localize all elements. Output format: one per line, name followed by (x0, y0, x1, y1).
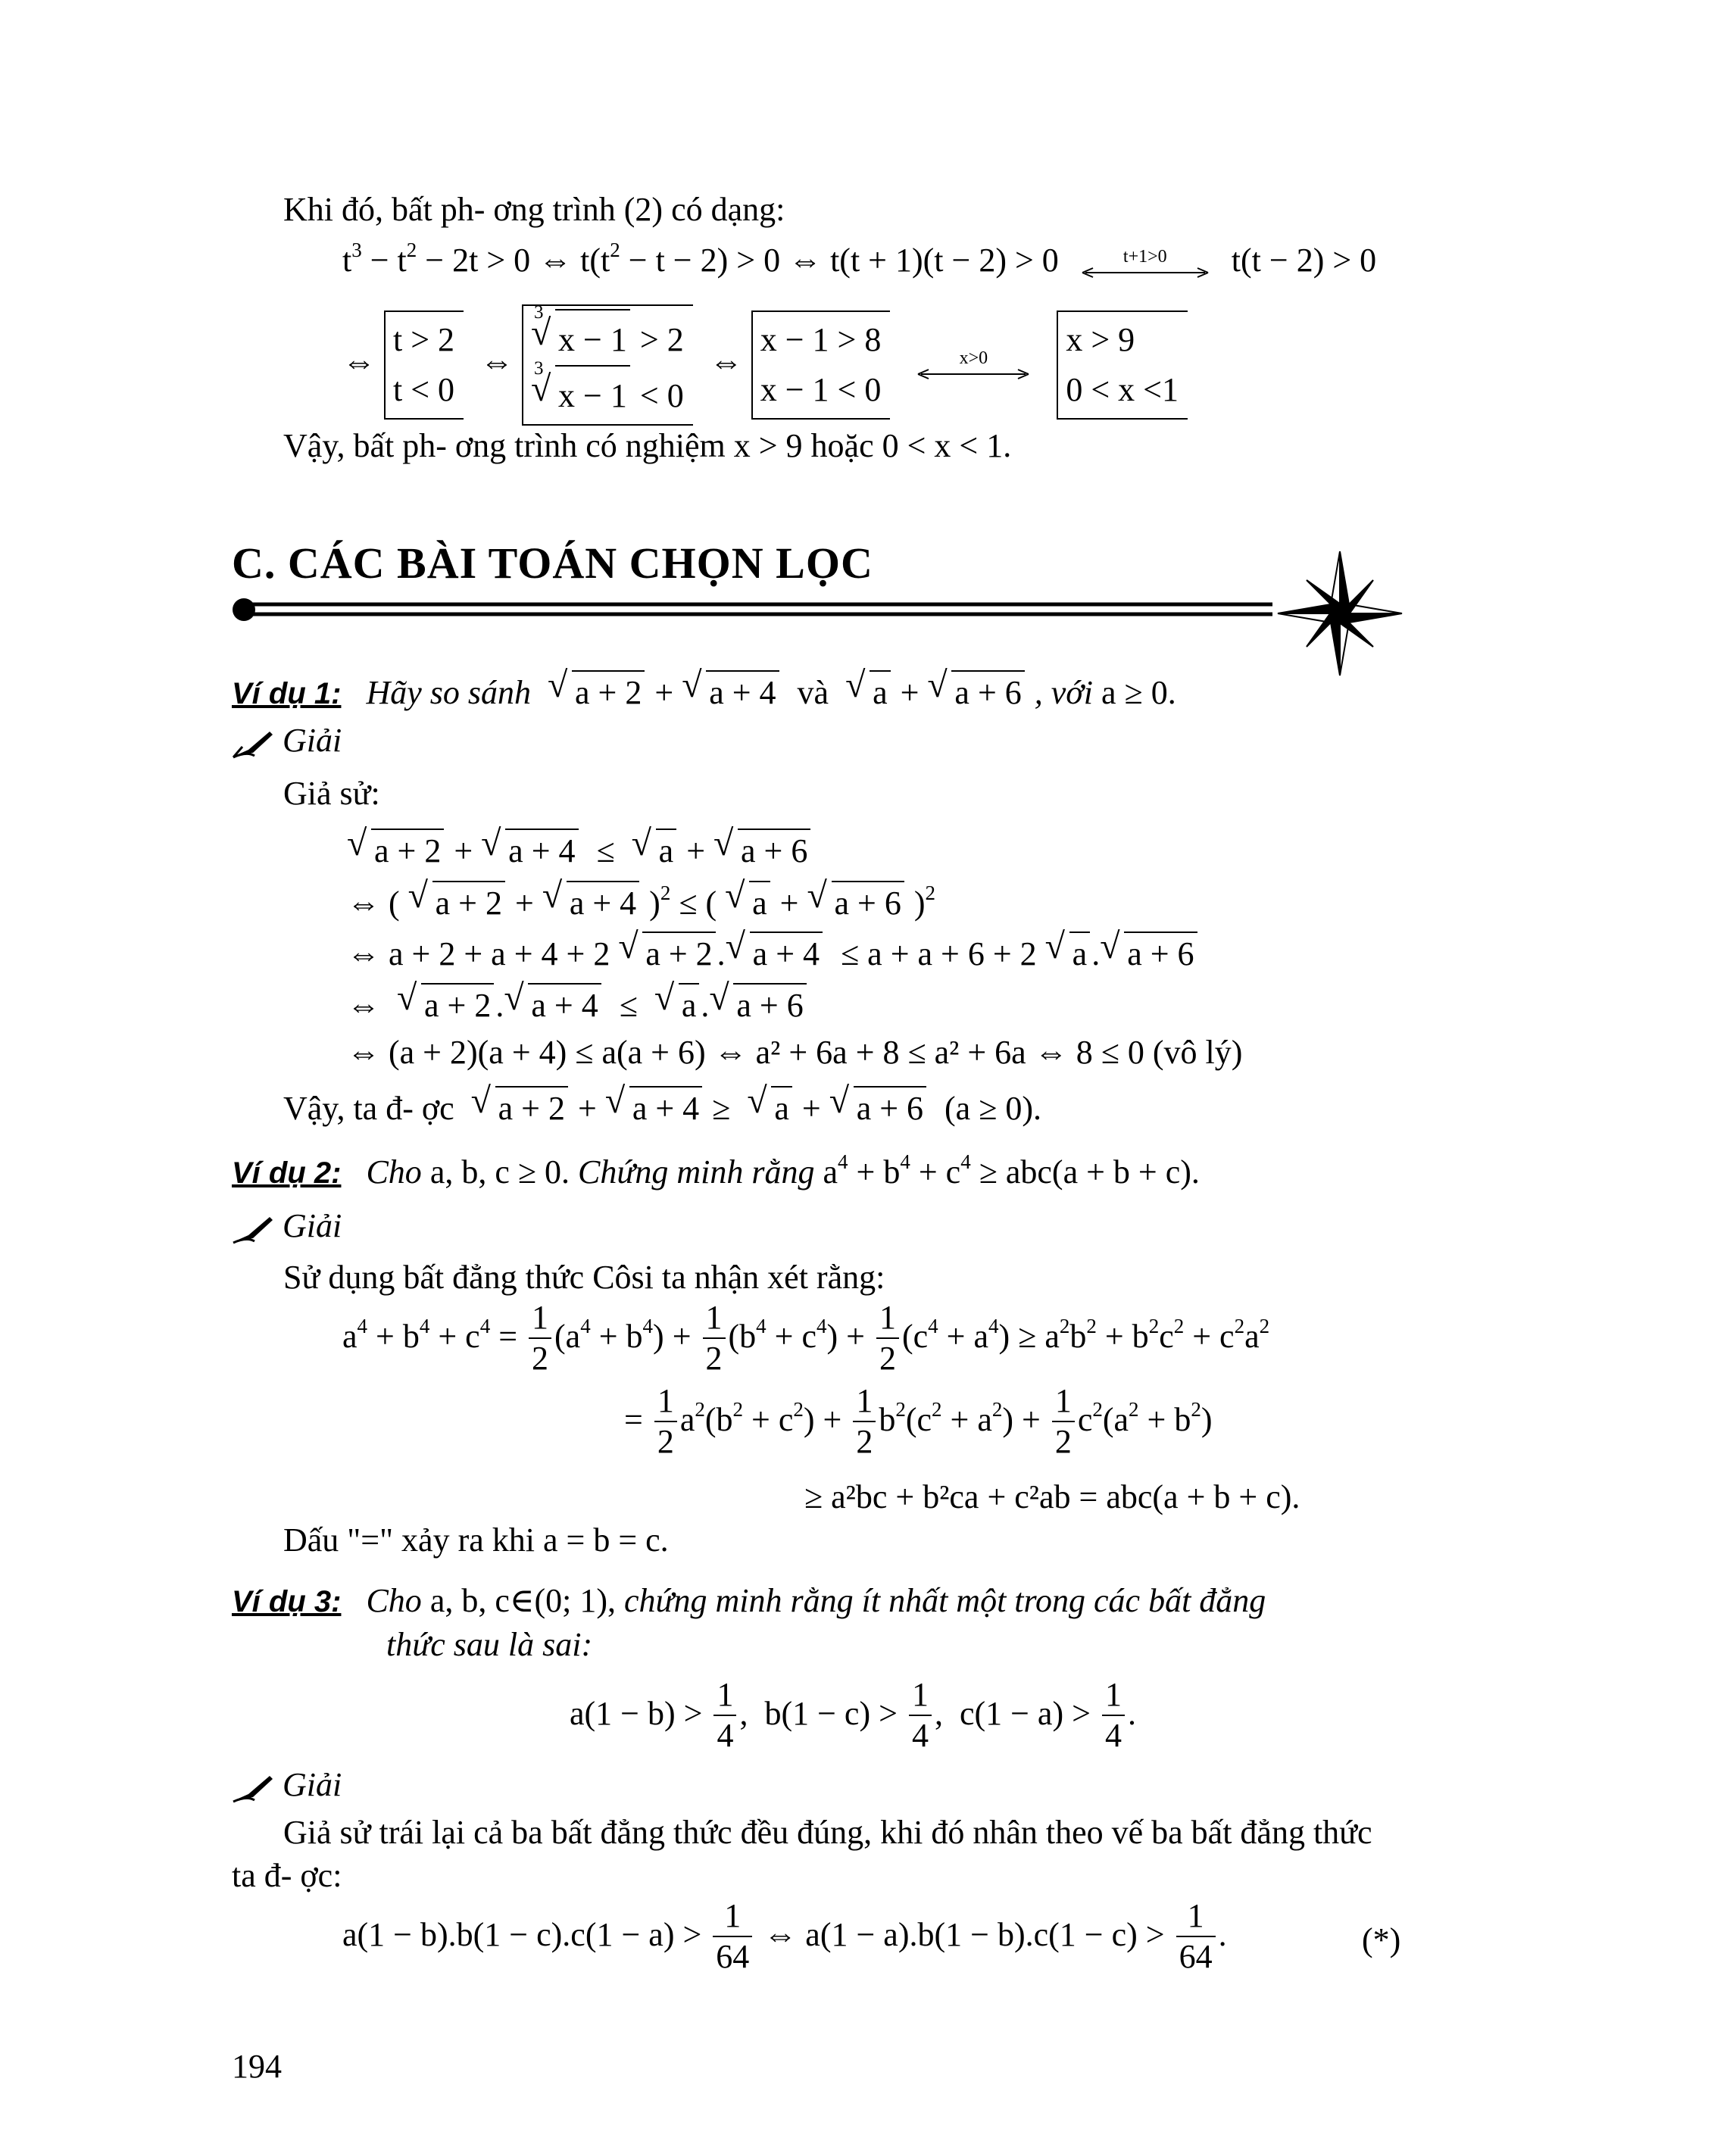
example-3-statement-cont: thức sau là sai: (386, 1626, 593, 1663)
solution-heading-1: Giải (232, 724, 342, 759)
bracket-system-1: t > 2 t < 0 (384, 311, 464, 420)
equation-tag: (*) (1362, 1921, 1401, 1958)
ex1-step1: √ a + 2 + √ a + 4 ≤ √ a + √ a + 6 (347, 829, 812, 868)
ex2-equality: Dấu "=" xảy ra khi a = b = c. (283, 1521, 669, 1559)
example-3-label: Ví dụ 3: (232, 1585, 342, 1618)
page-number: 194 (232, 2048, 282, 2085)
example-3-statement: Ví dụ 3: Cho a, b, c∈(0; 1), chứng minh rằng ít nhất một trong các bất đẳng (232, 1582, 1266, 1619)
intro-conclusion: Vậy, bất ph- ơng trình có nghiệm x > 9 hoặc 0 < x < 1. (283, 427, 1012, 464)
ex1-conclusion: Vậy, ta đ- ợc √ a + 2 + √ a + 4 ≥ √ a + √ a + 6 (a ≥ 0). (283, 1086, 1041, 1125)
solution-heading-2: Giải (232, 1209, 342, 1244)
ex2-eq3: ≥ a²bc + b²ca + c²ab = abc(a + b + c). (804, 1478, 1300, 1515)
ex1-step4: ⇔ √ a + 2 .√ a + 4 ≤ √ a .√ a + 6 (347, 983, 808, 1022)
assume-line: Giả sử: (283, 775, 380, 812)
ex1-step2: ⇔ ( √ a + 2 + √ a + 4 )$^2$ ≤ ( √ a + √ a + 6 )$^2$ (347, 881, 935, 920)
equation-t-cubic: $t^3 - t^2 - 2t > 0$ ⇔ $t(t^2 - t - 2) > 0$ ⇔ t(t + 1)(t − 2) > 0 t+1>0 t(t − 2) > 0 (342, 239, 1377, 279)
equation-brackets: ⇔ t > 2 t < 0 ⇔ √ 3 x − 1 > 2 √ 3 x − 1 < 0 ⇔ x − 1 > 8 x − 1 < 0 x>0 x > 9 0 < x <1 (342, 304, 1188, 426)
pen-writing-icon (232, 1214, 274, 1244)
ex2-eq2: = $\frac{1}{2}$ $a^2(b^2 + c^2)$ + $\frac{1}{2}$ $b^2(c^2 + a^2)$ + $\frac{1}{2}$ $c^2(a^2 + b^2)$ (624, 1382, 1213, 1460)
double-arrow-2: x>0 (916, 349, 1030, 381)
ex1-step5: ⇔ (a + 2)(a + 4) ≤ a(a + 6) ⇔ a² + 6a + 8 ≤ a² + 6a ⇔ 8 ≤ 0 (vô lý) (347, 1034, 1243, 1071)
section-title: C. CÁC BÀI TOÁN CHỌN LỌC (232, 538, 873, 588)
ex3-product-eq: a(1 − b).b(1 − c).c(1 − a) > $\frac{1}{64}$ ⇔ a(1 − a).b(1 − b).c(1 − c) > $\frac{1}{64}$ . (342, 1897, 1227, 1975)
bracket-system-4: x > 9 0 < x <1 (1057, 311, 1188, 420)
bracket-system-2: √ 3 x − 1 > 2 √ 3 x − 1 < 0 (522, 304, 693, 426)
pen-writing-icon (232, 729, 274, 759)
intro-line: Khi đó, bất ph- ơng trình (2) có dạng: (283, 191, 785, 228)
example-1-label: Ví dụ 1: (232, 677, 342, 710)
ex3-inequalities: a(1 − b) > $\frac{1}{4}$ , b(1 − c) > $\frac{1}{4}$ , c(1 − a) > $\frac{1}{4}$ . (570, 1676, 1136, 1754)
compass-star-icon (1276, 550, 1403, 677)
example-2-statement: Ví dụ 2: Cho a, b, c ≥ 0. Chứng minh rằng $a^4 + b^4 + c^4 \ge abc(a + b + c)$. (232, 1150, 1200, 1191)
ex1-step3: ⇔ a + 2 + a + 4 + 2 √ a + 2 .√ a + 4 ≤ a + a + 6 + 2 √ a .√ a + 6 (347, 932, 1199, 971)
ex2-line1: Sử dụng bất đẳng thức Côsi ta nhận xét rằng: (283, 1259, 885, 1296)
ex3-line2: ta đ- ợc: (232, 1857, 342, 1894)
solution-heading-3: Giải (232, 1768, 342, 1803)
pen-writing-icon (232, 1773, 274, 1803)
example-1-statement: Ví dụ 1: Hãy so sánh √ a + 2 + √ a + 4 và √ a + √ a + 6 , với a ≥ 0. (232, 670, 1176, 710)
double-arrow: t+1>0 (1081, 248, 1210, 279)
section-rule (227, 591, 1288, 621)
ex2-eq1: $a^4 + b^4 + c^4$ = $\frac{1}{2}$ $(a^4 + b^4)$ + $\frac{1}{2}$ $(b^4 + c^4)$ + $\frac{1}{2}$ $(c^4 + a^4) \ge a^2b^2 + b^2c^2 + c^2a^2$ (342, 1299, 1270, 1377)
bracket-system-3: x − 1 > 8 x − 1 < 0 (751, 311, 891, 420)
example-2-label: Ví dụ 2: (232, 1156, 342, 1190)
ex3-line1: Giả sử trái lại cả ba bất đẳng thức đều đúng, khi đó nhân theo vế ba bất đẳng thức (283, 1814, 1372, 1851)
